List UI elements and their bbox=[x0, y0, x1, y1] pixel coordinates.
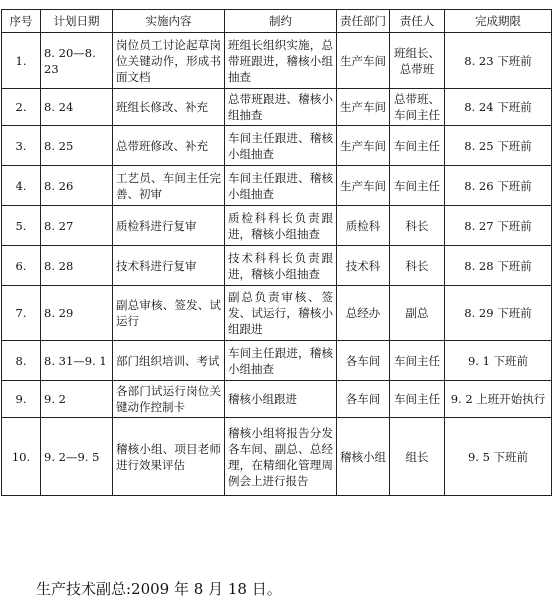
planned-date-cell: 8. 28 bbox=[41, 246, 113, 286]
row-number-cell: 8. bbox=[2, 341, 41, 381]
responsible-person-cell: 副总 bbox=[390, 286, 445, 341]
responsible-person-cell: 车间主任 bbox=[390, 166, 445, 206]
task-constraint-cell: 总带班跟进、稽核小组抽查 bbox=[225, 89, 337, 126]
responsible-department-cell: 质检科 bbox=[337, 206, 390, 246]
responsible-department-cell: 总经办 bbox=[337, 286, 390, 341]
table-row bbox=[2, 418, 552, 496]
task-content-cell: 班组长修改、补充 bbox=[113, 89, 225, 126]
row-number-cell: 10. bbox=[2, 418, 41, 496]
responsible-department-cell: 生产车间 bbox=[337, 89, 390, 126]
responsible-person-cell: 科长 bbox=[390, 206, 445, 246]
table-row bbox=[2, 341, 552, 381]
responsible-person-cell: 科长 bbox=[390, 246, 445, 286]
deadline-cell: 8. 25 下班前 bbox=[445, 126, 552, 166]
deadline-cell: 8. 23 下班前 bbox=[445, 33, 552, 89]
table-row bbox=[2, 286, 552, 341]
table-row bbox=[2, 33, 552, 89]
task-content-cell: 工艺员、车间主任完善、初审 bbox=[113, 166, 225, 206]
responsible-department-cell: 技术科 bbox=[337, 246, 390, 286]
task-constraint-cell: 车间主任跟进，稽核小组抽查 bbox=[225, 341, 337, 381]
plan-table bbox=[1, 9, 552, 496]
table-header-row bbox=[2, 10, 552, 33]
task-constraint-cell: 车间主任跟进、稽核小组抽查 bbox=[225, 126, 337, 166]
table-row bbox=[2, 89, 552, 126]
responsible-department-cell: 生产车间 bbox=[337, 33, 390, 89]
header-cell: 计划日期 bbox=[41, 10, 113, 33]
row-number-cell: 9. bbox=[2, 381, 41, 418]
table-row bbox=[2, 381, 552, 418]
task-constraint-cell: 稽核小组跟进 bbox=[225, 381, 337, 418]
responsible-person-cell: 总带班、车间主任 bbox=[390, 89, 445, 126]
row-number-cell: 5. bbox=[2, 206, 41, 246]
header-cell: 序号 bbox=[2, 10, 41, 33]
planned-date-cell: 8. 20—8. 23 bbox=[41, 33, 113, 89]
responsible-person-cell: 车间主任 bbox=[390, 126, 445, 166]
table-row bbox=[2, 126, 552, 166]
row-number-cell: 2. bbox=[2, 89, 41, 126]
task-constraint-cell: 质检科科长负责跟进，稽核小组抽查 bbox=[225, 206, 337, 246]
planned-date-cell: 8. 25 bbox=[41, 126, 113, 166]
planned-date-cell: 8. 24 bbox=[41, 89, 113, 126]
table-body bbox=[2, 33, 552, 496]
planned-date-cell: 9. 2 bbox=[41, 381, 113, 418]
row-number-cell: 4. bbox=[2, 166, 41, 206]
task-content-cell: 总带班修改、补充 bbox=[113, 126, 225, 166]
task-constraint-cell: 班组长组织实施，总带班跟进，稽核小组抽查 bbox=[225, 33, 337, 89]
task-constraint-cell: 稽核小组将报告分发各车间、副总、总经理，在精细化管理周例会上进行报告 bbox=[225, 418, 337, 496]
responsible-department-cell: 各车间 bbox=[337, 381, 390, 418]
footer-signature: 生产技术副总:2009 年 8 月 18 日。 bbox=[36, 580, 282, 598]
task-content-cell: 稽核小组、项目老师进行效果评估 bbox=[113, 418, 225, 496]
deadline-cell: 8. 29 下班前 bbox=[445, 286, 552, 341]
table-row bbox=[2, 206, 552, 246]
deadline-cell: 9. 2 上班开始执行 bbox=[445, 381, 552, 418]
row-number-cell: 1. bbox=[2, 33, 41, 89]
header-cell: 完成期限 bbox=[445, 10, 552, 33]
planned-date-cell: 8. 26 bbox=[41, 166, 113, 206]
responsible-department-cell: 稽核小组 bbox=[337, 418, 390, 496]
planned-date-cell: 8. 27 bbox=[41, 206, 113, 246]
responsible-department-cell: 各车间 bbox=[337, 341, 390, 381]
task-content-cell: 部门组织培训、考试 bbox=[113, 341, 225, 381]
task-constraint-cell: 车间主任跟进、稽核小组抽查 bbox=[225, 166, 337, 206]
task-content-cell: 岗位员工讨论起草岗位关键动作，形成书面文档 bbox=[113, 33, 225, 89]
row-number-cell: 7. bbox=[2, 286, 41, 341]
task-content-cell: 副总审核、签发、试运行 bbox=[113, 286, 225, 341]
task-content-cell: 各部门试运行岗位关键动作控制卡 bbox=[113, 381, 225, 418]
task-content-cell: 技术科进行复审 bbox=[113, 246, 225, 286]
deadline-cell: 8. 27 下班前 bbox=[445, 206, 552, 246]
deadline-cell: 8. 24 下班前 bbox=[445, 89, 552, 126]
responsible-person-cell: 组长 bbox=[390, 418, 445, 496]
responsible-department-cell: 生产车间 bbox=[337, 166, 390, 206]
deadline-cell: 9. 1 下班前 bbox=[445, 341, 552, 381]
row-number-cell: 6. bbox=[2, 246, 41, 286]
table-row bbox=[2, 246, 552, 286]
planned-date-cell: 9. 2—9. 5 bbox=[41, 418, 113, 496]
responsible-person-cell: 班组长、总带班 bbox=[390, 33, 445, 89]
header-cell: 责任人 bbox=[390, 10, 445, 33]
responsible-department-cell: 生产车间 bbox=[337, 126, 390, 166]
deadline-cell: 9. 5 下班前 bbox=[445, 418, 552, 496]
planned-date-cell: 8. 29 bbox=[41, 286, 113, 341]
table-row bbox=[2, 166, 552, 206]
header-cell: 责任部门 bbox=[337, 10, 390, 33]
row-number-cell: 3. bbox=[2, 126, 41, 166]
task-constraint-cell: 技术科科长负责跟进，稽核小组抽查 bbox=[225, 246, 337, 286]
planned-date-cell: 8. 31—9. 1 bbox=[41, 341, 113, 381]
header-cell: 实施内容 bbox=[113, 10, 225, 33]
responsible-person-cell: 车间主任 bbox=[390, 341, 445, 381]
deadline-cell: 8. 28 下班前 bbox=[445, 246, 552, 286]
header-cell: 制约 bbox=[225, 10, 337, 33]
deadline-cell: 8. 26 下班前 bbox=[445, 166, 552, 206]
responsible-person-cell: 车间主任 bbox=[390, 381, 445, 418]
task-constraint-cell: 副总负责审核、签发、试运行，稽核小组跟进 bbox=[225, 286, 337, 341]
task-content-cell: 质检科进行复审 bbox=[113, 206, 225, 246]
